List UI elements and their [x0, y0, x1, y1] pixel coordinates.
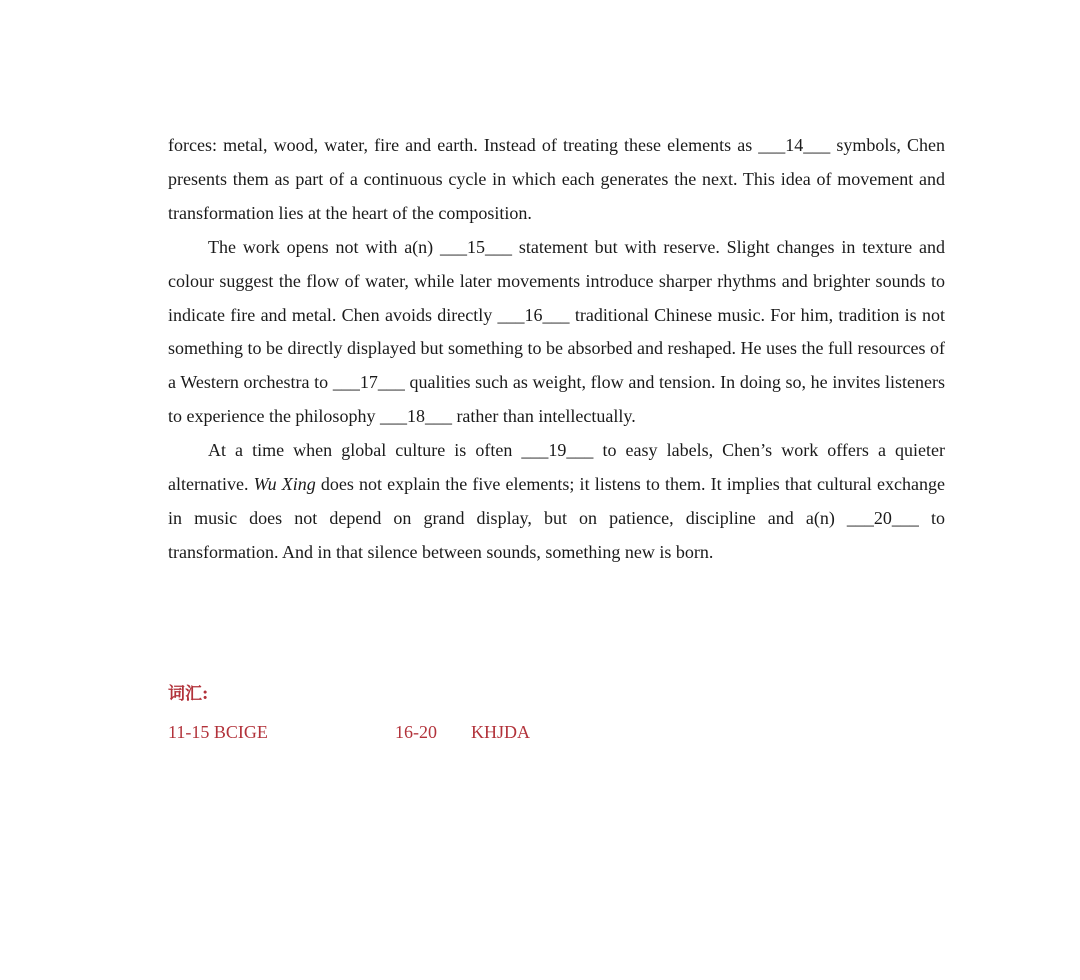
answer-range-11-15: 11-15 BCIGE [168, 722, 268, 742]
paragraph-3 [168, 434, 945, 570]
passage [168, 129, 945, 570]
answer-key-row [168, 712, 868, 752]
paragraph-3-text-a: At a time when global culture is often ___19___ to easy labels, Chen’s work offers a quieter alternative. [168, 440, 945, 495]
answer-range-16-20-label: 16-20 [395, 722, 437, 742]
answer-key-heading: 词汇: [168, 684, 209, 704]
answer-key [168, 676, 868, 752]
paragraph-3-text-b: does not explain the five elements; it listens to them. It implies that cultural exchange in music does not depend on grand display, but on patience, discipline and a(n) ___20___ to transformation. And in that silence between sounds, something new is born. [168, 474, 946, 562]
paragraph-2: The work opens not with a(n) ___15___ statement but with reserve. Slight changes in texture and colour suggest the flow of water, while later movements introduce sharper rhythms and brighter sounds to indicate fire and metal. Chen avoids directly ___16___ traditional Chinese music. For him, tradition is not something to be directly displayed but something to be absorbed and reshaped. He uses the full resources of a Western orchestra to ___17___ qualities such as weight, flow and tension. In doing so, he invites listeners to experience the philosophy ___18___ rather than intellectually. [168, 236, 945, 427]
work-title-italic: Wu Xing [253, 474, 316, 495]
answer-range-16-20-value: KHJDA [471, 722, 531, 742]
paragraph-1: forces: metal, wood, water, fire and earth. Instead of treating these elements as ___14___ symbols, Chen presents them as part of a continuous cycle in which each generates the next. This idea of movement and transformation lies at the heart of the composition. [168, 135, 945, 223]
